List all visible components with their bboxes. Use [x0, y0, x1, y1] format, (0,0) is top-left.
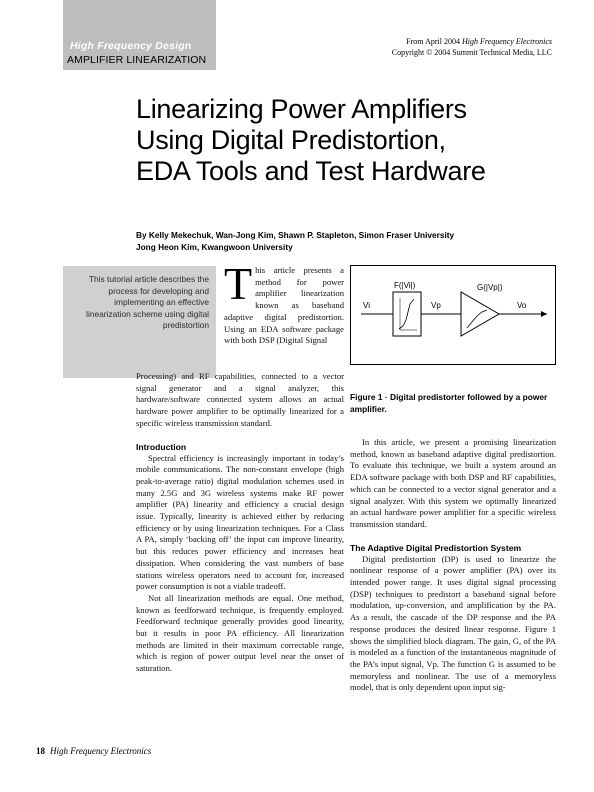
footer-publication: High Frequency Electronics [50, 746, 152, 756]
pullquote: This tutorial article describes the process for developing and implementing an effective linearization scheme using digital predistortion [86, 274, 209, 331]
right-column [350, 437, 556, 694]
drop-cap: T [224, 258, 253, 309]
body-paragraph: Digital predistortion (DP) is used to linearize the nonlinear response of a power amplifier (PA) over its intended power range. It uses digital signal processing (DSP) techniques to predistort a baseband signal before modulation, up-conversion, and amplification by the PA. As a result, the cascade of the DP response and the PA response produces the desired linear response. Figure 1 shows the simplified block diagram. The gain, G, of the PA is modeled as a function of the instantaneous magnitude of the PA’s input signal, Vp. The function G is assumed to be memoryless and nonlinear. The use of a memoryless model, that is only dependent upon input sig- [350, 553, 556, 693]
label-predistorter: F(|Vi|) [394, 281, 416, 290]
section-name: AMPLIFIER LINEARIZATION [67, 54, 207, 66]
byline [136, 229, 556, 253]
copyright: Copyright © 2004 Summit Technical Media, LLC [391, 48, 552, 57]
label-vp: Vp [431, 301, 441, 310]
page-number: 18 [36, 746, 45, 756]
title-line: Linearizing Power Amplifiers [136, 94, 467, 124]
label-amplifier: G(|Vp|) [477, 283, 503, 292]
byline-line: By Kelly Mekechuk, Wan-Jong Kim, Shawn P. Stapleton, Simon Fraser University [136, 230, 455, 240]
label-vo: Vo [517, 301, 527, 310]
source-publication: High Frequency Electronics [461, 37, 552, 46]
label-vi: Vi [363, 301, 370, 310]
figure-1-block-diagram [350, 265, 556, 365]
left-column [136, 371, 344, 675]
output-arrow [541, 311, 547, 317]
intro-continued: Processing) and RF capabilities, connected to a vector signal generator and a signal analyzer, this hardware/software connected system allows an actual hardware power amplifier to be optimally linearized for a specific wireless transmission standard. [136, 371, 344, 428]
page-footer [36, 746, 151, 756]
magazine-name: High Frequency Design [70, 40, 192, 52]
title-line: EDA Tools and Test Hardware [136, 156, 486, 186]
body-paragraph: In this article, we present a promising linearization method, known as baseband adaptive digital predistortion. To evaluate this technique, we built a system around an EDA software package with both DSP and RF capabilities, which can be connected to a vector signal generator and a signal analyzer. With this system we optimally linearized an actual hardware power amplifier for a specific wireless transmission standard. [350, 437, 556, 529]
body-paragraph: Spectral efficiency is increasingly important in today’s mobile communications. The non-constant envelope (high peak-to-average ratio) digital modulation schemes used in many 2.5G and 3G wireless systems make RF power amplifier (PA) linearity and efficiency a crucial design issue. Typically, linearity is achieved either by reducing efficiency or by using linearization techniques. For a Class A PA, simply ‘backing off’ the input can improve linearity, but this reduces power efficiency and increases heat dissipation. When considering the vast numbers of base stations wireless operators need to account for, increased power consumption is not a viable tradeoff. [136, 452, 344, 592]
figure-caption: Figure 1 · Digital predistorter followed by a power amplifier. [350, 392, 548, 414]
title-line: Using Digital Predistortion, [136, 125, 446, 155]
predistorter-box [393, 292, 421, 336]
block-diagram-svg [351, 266, 555, 364]
section-heading-adaptive-dp: The Adaptive Digital Predistortion System [350, 542, 522, 553]
intro-paragraph-top [224, 258, 344, 347]
body-paragraph: Not all linearization methods are equal. One method, known as feedforward technique, is frequently employed. Feedforward technique generally provides good linearity, but it results in poor PA efficiency. All linearization methods are limited in their maximum correctable range, which is region of power output level near the onset of saturation. [136, 592, 344, 674]
source-prefix: From April 2004 [406, 37, 462, 46]
intro-text: his article presents a method for power amplifier linearization known as baseband adaptive digital predistortion. Using an EDA software package with both DSP (Digital Signal [224, 265, 344, 346]
article-title [136, 94, 556, 187]
source-note [392, 36, 552, 58]
byline-line: Jong Heon Kim, Kwangwoon University [136, 242, 293, 252]
section-heading-introduction: Introduction [136, 441, 187, 452]
